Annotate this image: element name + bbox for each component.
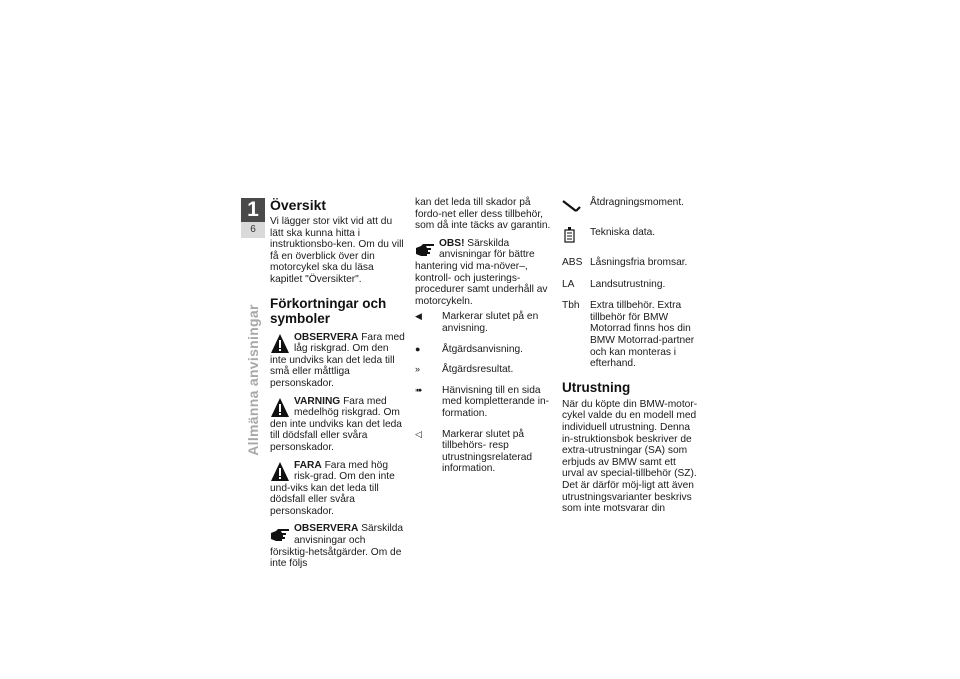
column-3 (562, 197, 700, 515)
abbreviation-text: Landsutrustning. (590, 278, 666, 290)
chapter-title-vertical: Allmänna anvisningar (245, 304, 261, 456)
result-icon: » (415, 364, 421, 375)
notice-keyword: OBS! (439, 237, 465, 249)
list-item (415, 429, 553, 475)
heading-abbreviations: Förkortningar och symboler (270, 295, 387, 326)
notice-danger (270, 460, 406, 518)
notice-caution-special (270, 523, 406, 569)
list-item-text: Åtgärdsresultat. (442, 364, 514, 376)
torque-wrench-icon (562, 197, 590, 215)
notice-keyword: OBSERVERA (294, 523, 359, 535)
notice-warning (270, 396, 406, 454)
abbreviation-text: Extra tillbehör. Extra tillbehör för BMW Motorrad finns hos din BMW Motorrad-partner och kan monteras i efterhand. (590, 300, 695, 370)
column-2 (415, 197, 553, 484)
notice-caution-low (270, 332, 406, 390)
bullet-icon: ● (415, 343, 421, 354)
notice-keyword: VARNING (294, 395, 341, 407)
notice-text: Särskilda anvisningar och försiktig-hetsåtgärder. Om de inte följs (270, 523, 404, 570)
chapter-number: 1 (241, 198, 265, 222)
notice-text: Fara med låg riskgrad. Om den inte undviks kan det leda till små eller måttliga personskador. (270, 331, 405, 389)
column-1 (270, 197, 406, 570)
page-number: 6 (250, 224, 256, 235)
notice-text: Särskilda anvisningar för bättre hantering vid ma-növer–, kontroll- och justerings-procedurer samt underhåll av motorcykeln. (415, 237, 548, 307)
notice-text: Fara med medelhög riskgrad. Om den inte undviks kan det leda till dödsfall eller svåra personskador. (270, 395, 402, 453)
warning-triangle-icon (270, 397, 290, 419)
icon-row-torque (562, 197, 700, 215)
list-item (415, 311, 553, 334)
list-item-text: Åtgärdsanvisning. (442, 343, 523, 355)
abbreviation-row (562, 300, 700, 370)
warning-triangle-icon (270, 461, 290, 483)
abbreviation-key: LA (562, 278, 575, 290)
end-marker-icon: ◀ (415, 311, 422, 322)
list-item (415, 364, 553, 376)
list-item (415, 344, 553, 356)
abbreviation-key: ABS (562, 257, 583, 268)
icon-row-text: Åtdragningsmoment. (590, 197, 685, 208)
notice-obs (415, 238, 553, 308)
accessory-end-icon: ◁ (415, 428, 422, 439)
abbreviation-key: Tbh (562, 300, 580, 312)
list-item-text: Markerar slutet på en anvisning. (442, 311, 539, 334)
list-item-text: Markerar slutet på tillbehörs- resp utrustningsrelaterad information. (442, 428, 533, 475)
reference-arrow-icon: ➠ (415, 384, 423, 395)
notice-text: Fara med hög risk-grad. Om den inte und-viks kan det leda till dödsfall eller svåra personskador. (270, 459, 395, 517)
pointing-hand-icon (415, 239, 435, 261)
icon-row-technical-data (562, 227, 700, 245)
list-item-text: Hänvisning till en sida med kompletterande in-formation. (442, 384, 550, 419)
notice-keyword: OBSERVERA (294, 331, 359, 343)
equipment-paragraph: När du köpte din BMW-motor-cykel valde du en modell med individuell utrustning. Denna in-struktionsbok beskriver de extra-utrustningar (SA) som erbjuds av BMW samt ett urval av special-tillbehör (SZ). Det är därför möj-ligt att även utrustningsvarianter beskrivs som inte motsvarar din (562, 398, 698, 515)
list-item (415, 385, 553, 420)
abbreviation-row (562, 279, 700, 291)
heading-overview: Översikt (270, 197, 327, 213)
technical-data-icon (562, 227, 590, 245)
overview-paragraph: Vi lägger stor vikt vid att du lätt ska kunna hitta i instruktionsbo-ken. Om du vill få en överblick över din motorcykel ska du läsa kapitlet "Översikter". (270, 216, 404, 285)
icon-row-text: Tekniska data. (590, 227, 656, 238)
warning-triangle-icon (270, 333, 290, 355)
abbreviation-row (562, 257, 700, 269)
abbreviation-text: Låsningsfria bromsar. (590, 257, 688, 268)
notice-keyword: FARA (294, 459, 322, 471)
symbol-list (415, 311, 553, 475)
heading-equipment: Utrustning (562, 379, 631, 395)
continued-paragraph: kan det leda till skador på fordo-net eller dess tillbehör, som då inte täcks av garantin. (415, 197, 551, 232)
pointing-hand-icon (270, 524, 290, 546)
